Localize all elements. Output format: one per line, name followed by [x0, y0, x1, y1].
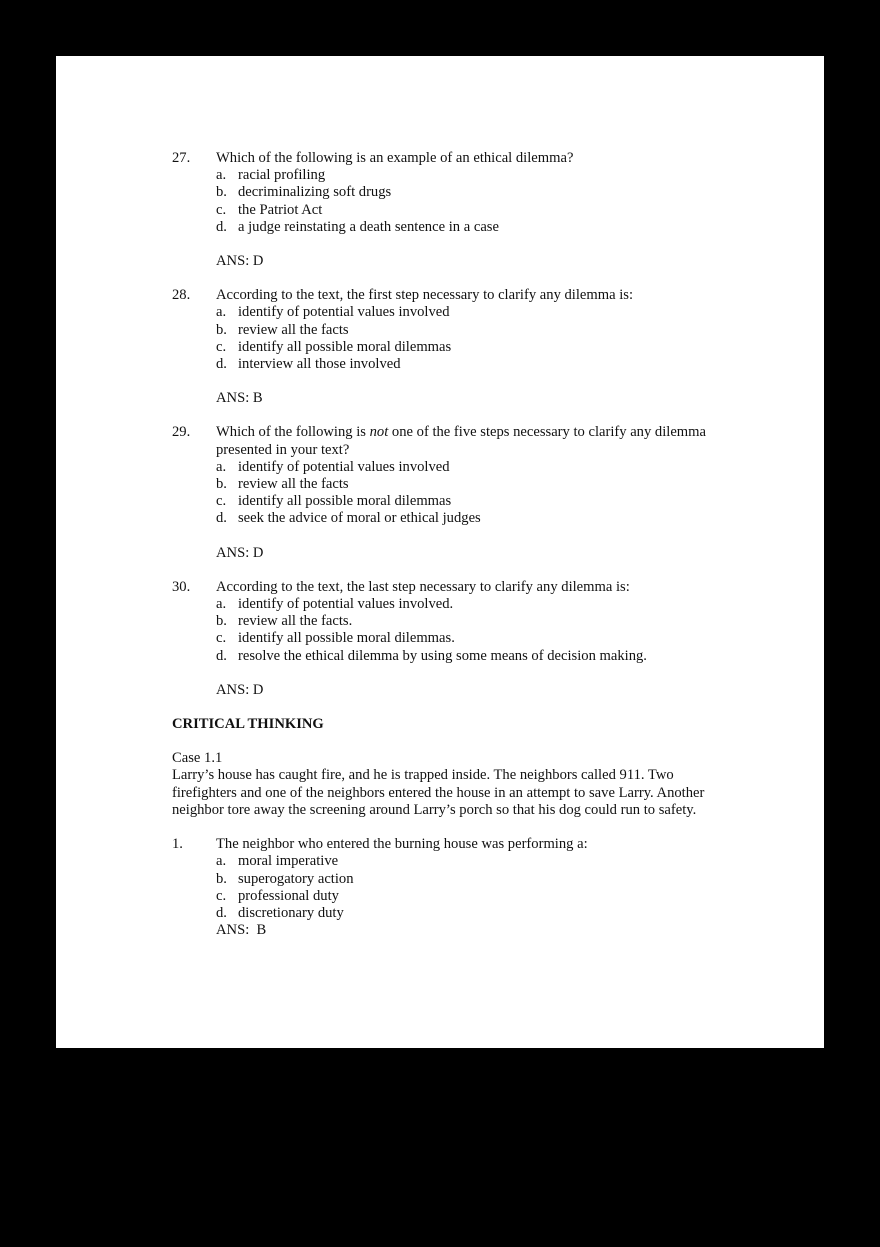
option-c	[216, 339, 732, 356]
case-title: Case 1.1	[172, 750, 223, 767]
option-text: the Patriot Act	[238, 201, 323, 218]
question-number: 29.	[172, 424, 191, 441]
option-letter: b.	[216, 613, 227, 630]
option-c	[216, 202, 732, 219]
option-text: review all the facts.	[238, 613, 353, 630]
option-letter: d.	[216, 356, 227, 373]
option-letter: c.	[216, 338, 227, 355]
option-d	[216, 219, 732, 236]
question-30	[172, 579, 732, 699]
option-text: discretionary duty	[238, 904, 344, 921]
option-text: seek the advice of moral or ethical judges	[238, 510, 481, 527]
option-list	[216, 304, 732, 373]
option-text: review all the facts	[238, 321, 349, 338]
option-letter: d.	[216, 904, 227, 921]
answer-key: ANS: D	[216, 544, 264, 561]
option-a	[216, 596, 732, 613]
question-28	[172, 287, 732, 407]
question-text: According to the text, the first step necessary to clarify any dilemma is:	[216, 287, 634, 304]
option-list	[216, 596, 732, 665]
option-d	[216, 510, 732, 527]
option-text: moral imperative	[238, 853, 339, 870]
option-text: identify all possible moral dilemmas	[238, 338, 452, 355]
option-text: identify all possible moral dilemmas.	[238, 630, 455, 647]
option-b	[216, 613, 732, 630]
question-number: 27.	[172, 150, 191, 166]
answer-key: ANS: D	[216, 681, 264, 698]
option-text: identify of potential values involved	[238, 458, 450, 475]
question-text: According to the text, the last step necessary to clarify any dilemma is:	[216, 578, 630, 595]
option-letter: d.	[216, 218, 227, 235]
option-b	[216, 476, 732, 493]
option-c	[216, 630, 732, 647]
option-text: professional duty	[238, 887, 339, 904]
question-text: Which of the following is not one of the five steps necessary to clarify any dilemma presented in your text?	[216, 424, 706, 458]
option-text: resolve the ethical dilemma by using some means of decision making.	[238, 647, 647, 664]
option-text: review all the facts	[238, 476, 349, 493]
option-text: superogatory action	[238, 870, 354, 887]
answer-key: ANS: B	[216, 922, 267, 939]
option-text: identify all possible moral dilemmas	[238, 493, 452, 510]
question-number: 1.	[172, 836, 183, 853]
option-text: identify of potential values involved	[238, 304, 450, 321]
option-letter: d.	[216, 510, 227, 527]
option-letter: c.	[216, 630, 227, 647]
emphasis-not: not	[369, 424, 389, 441]
case-body: Larry’s house has caught fire, and he is trapped inside. The neighbors called 911. Two firefighters and one of the neighbors entered the house in an attempt to save Larry. Another neighbor tore away the screening around Larry’s porch so that his dog could run to safety.	[172, 767, 705, 818]
case-question-1	[172, 836, 732, 939]
section-heading: CRITICAL THINKING	[172, 716, 324, 733]
answer-key: ANS: D	[216, 253, 264, 270]
option-a	[216, 853, 732, 870]
option-letter: a.	[216, 458, 227, 475]
option-d	[216, 905, 732, 922]
option-letter: c.	[216, 887, 227, 904]
option-a	[216, 459, 732, 476]
option-b	[216, 184, 732, 201]
option-c	[216, 493, 732, 510]
document-page	[56, 56, 824, 1048]
option-d	[216, 356, 732, 373]
option-letter: a.	[216, 167, 227, 184]
option-list	[216, 459, 732, 528]
option-text: decriminalizing soft drugs	[238, 184, 392, 201]
option-c	[216, 888, 732, 905]
option-letter: a.	[216, 853, 227, 870]
option-letter: c.	[216, 493, 227, 510]
question-number: 28.	[172, 287, 191, 304]
option-letter: d.	[216, 647, 227, 664]
option-text: interview all those involved	[238, 356, 401, 373]
question-text: The neighbor who entered the burning house was performing a:	[216, 836, 588, 853]
option-text: a judge reinstating a death sentence in a case	[238, 218, 499, 235]
option-letter: a.	[216, 596, 227, 613]
answer-key: ANS: B	[216, 390, 263, 407]
option-letter: b.	[216, 476, 227, 493]
option-list	[216, 167, 732, 236]
question-number: 30.	[172, 578, 191, 595]
option-d	[216, 648, 732, 665]
option-letter: c.	[216, 201, 227, 218]
option-text: racial profiling	[238, 167, 326, 184]
option-letter: b.	[216, 184, 227, 201]
option-b	[216, 871, 732, 888]
option-text: identify of potential values involved.	[238, 596, 454, 613]
option-a	[216, 304, 732, 321]
question-text: Which of the following is an example of an ethical dilemma?	[216, 150, 574, 166]
option-b	[216, 322, 732, 339]
page-content	[172, 150, 732, 939]
question-29	[172, 424, 732, 561]
option-list	[216, 853, 732, 922]
option-letter: b.	[216, 870, 227, 887]
option-letter: a.	[216, 304, 227, 321]
option-a	[216, 167, 732, 184]
option-letter: b.	[216, 321, 227, 338]
question-27	[172, 150, 732, 270]
